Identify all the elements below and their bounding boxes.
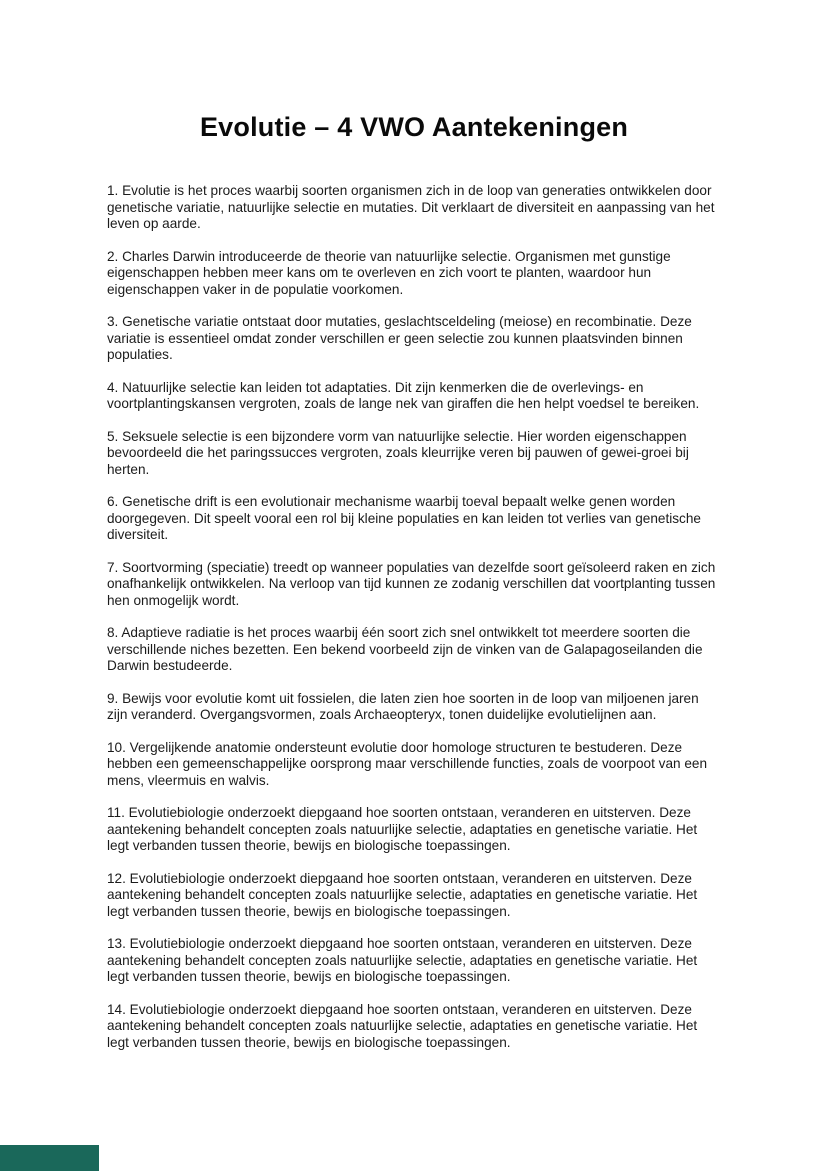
page-title: Evolutie – 4 VWO Aantekeningen bbox=[199, 112, 629, 142]
paragraph-14: 14. Evolutiebiologie onderzoekt diepgaand hoe soorten ontstaan, veranderen en uitsterven. Deze aantekening behandelt concepten zoals natuurlijke selectie, adaptaties en genetische variatie. Het legt verbanden tussen theorie, bewijs en biologische toepassingen. bbox=[107, 1001, 698, 1050]
paragraph-2: 2. Charles Darwin introduceerde de theorie van natuurlijke selectie. Organismen met gunstige eigenschappen hebben meer kans om te overleven en zich voort te planten, waardoor hun eigenschappen vaker in de populatie voorkomen. bbox=[107, 248, 671, 297]
paragraph-7: 7. Soortvorming (speciatie) treedt op wanneer populaties van dezelfde soort geïsoleerd raken en zich onafhankelijk ontwikkelen. Na verloop van tijd kunnen ze zodanig verschillen dat voortplanting tussen hen onmogelijk wordt. bbox=[107, 559, 716, 608]
paragraph-10: 10. Vergelijkende anatomie ondersteunt evolutie door homologe structuren te bestuderen. Deze hebben een gemeenschappelijke oorsprong maar verschillende functies, zoals de voorpoot van een mens, vleermuis en walvis. bbox=[107, 739, 708, 788]
paragraph-5: 5. Seksuele selectie is een bijzondere vorm van natuurlijke selectie. Hier worden eigenschappen bevoordeeld die het paringssucces vergroten, zoals kleurrijke veren bij pauwen of gewei-groei bij herten. bbox=[107, 428, 689, 477]
paragraph-11: 11. Evolutiebiologie onderzoekt diepgaand hoe soorten ontstaan, veranderen en uitsterven. Deze aantekening behandelt concepten zoals natuurlijke selectie, adaptaties en genetische variatie. Het legt verbanden tussen theorie, bewijs en biologische toepassingen. bbox=[107, 805, 698, 853]
document-body bbox=[107, 183, 722, 1051]
paragraph-12: 12. Evolutiebiologie onderzoekt diepgaand hoe soorten ontstaan, veranderen en uitsterven. Deze aantekening behandelt concepten zoals natuurlijke selectie, adaptaties en genetische variatie. Het legt verbanden tussen theorie, bewijs en biologische toepassingen. bbox=[107, 870, 698, 919]
paragraph-6: 6. Genetische drift is een evolutionair mechanisme waarbij toeval bepaalt welke genen worden doorgegeven. Dit speelt vooral een rol bij kleine populaties en kan leiden tot verlies van genetische diversiteit. bbox=[107, 494, 701, 542]
footer-accent-bar bbox=[0, 1145, 99, 1171]
paragraph-13: 13. Evolutiebiologie onderzoekt diepgaand hoe soorten ontstaan, veranderen en uitsterven. Deze aantekening behandelt concepten zoals natuurlijke selectie, adaptaties en genetische variatie. Het legt verbanden tussen theorie, bewijs en biologische toepassingen. bbox=[107, 936, 698, 984]
paragraph-9: 9. Bewijs voor evolutie komt uit fossielen, die laten zien hoe soorten in de loop van miljoenen jaren zijn veranderd. Overgangsvormen, zoals Archaeopteryx, tonen duidelijke evolutielijnen aan. bbox=[107, 690, 699, 722]
paragraph-3: 3. Genetische variatie ontstaat door mutaties, geslachtsceldeling (meiose) en recombinatie. Deze variatie is essentieel omdat zonder verschillen er geen selectie zou kunnen plaatsvinden binnen populaties. bbox=[107, 314, 692, 362]
paragraph-1: 1. Evolutie is het proces waarbij soorten organismen zich in de loop van generaties ontwikkelen door genetische variatie, natuurlijke selectie en mutaties. Dit verklaart de diversiteit en aanpassing van het leven op aarde. bbox=[107, 183, 715, 231]
paragraph-4: 4. Natuurlijke selectie kan leiden tot adaptaties. Dit zijn kenmerken die de overlevings- en voortplantingskansen vergroten, zoals de lange nek van giraffen die hen helpt voedsel te bereiken. bbox=[107, 379, 700, 411]
paragraph-8: 8. Adaptieve radiatie is het proces waarbij één soort zich snel ontwikkelt tot meerdere soorten die verschillende niches bezetten. Een bekend voorbeeld zijn de vinken van de Galapagoseilanden die Darwin bestudeerde. bbox=[107, 625, 703, 673]
